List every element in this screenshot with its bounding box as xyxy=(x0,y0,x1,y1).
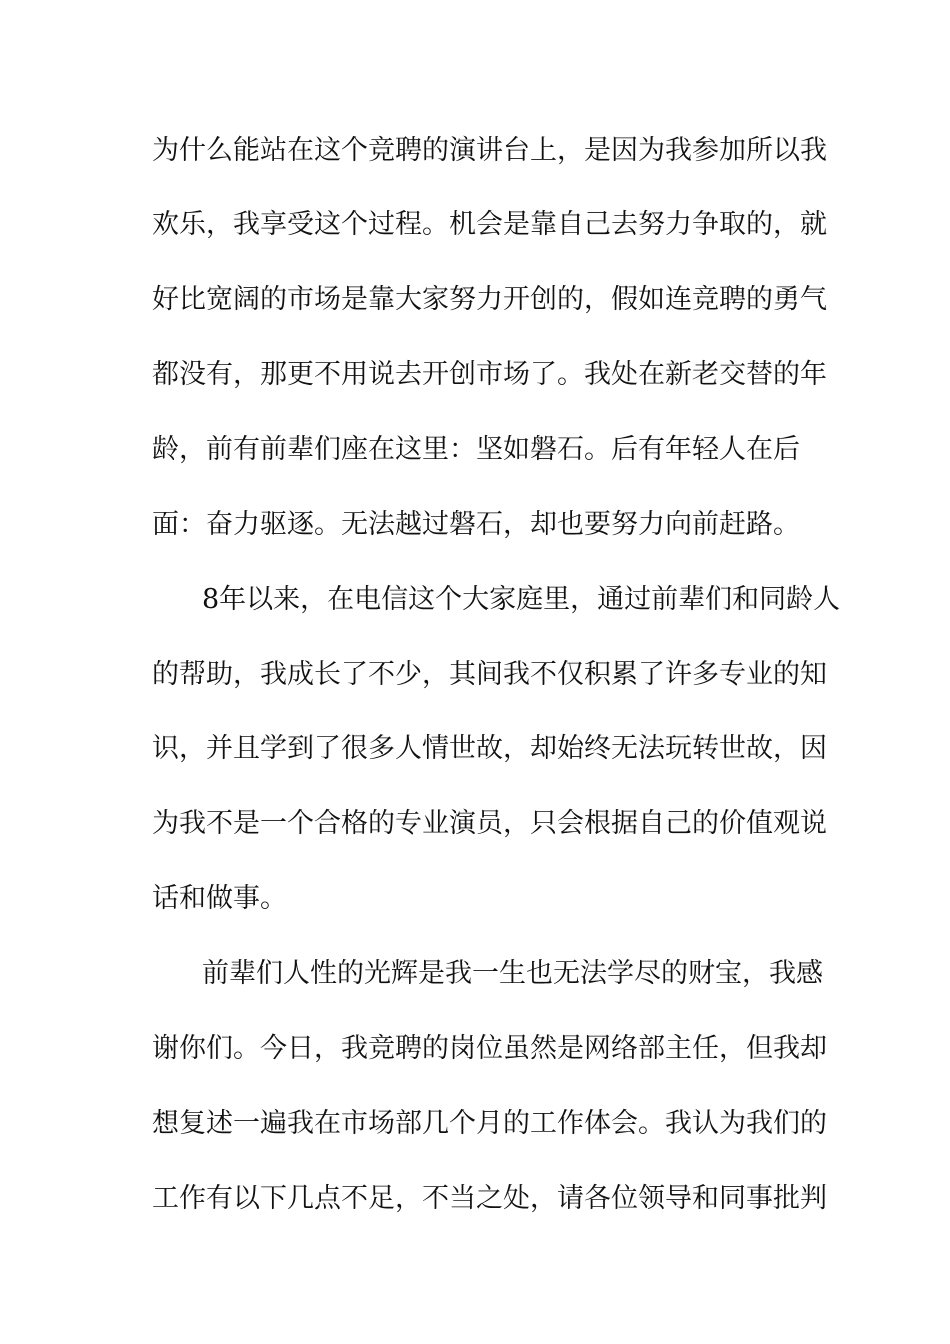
text-line-9: 识，并且学到了很多人情世故，却始终无法玩转世故，因 xyxy=(152,733,827,764)
text-line-12: 前辈们人性的光辉是我一生也无法学尽的财宝，我感 xyxy=(202,958,823,989)
text-line-13: 谢你们。今日，我竞聘的岗位虽然是网络部主任，但我却 xyxy=(152,1033,827,1064)
text-line-10: 为我不是一个合格的专业演员，只会根据自己的价值观说 xyxy=(152,808,827,839)
text-line-6: 面：奋力驱逐。无法越过磐石，却也要努力向前赶路。 xyxy=(152,509,800,540)
text-line-3: 好比宽阔的市场是靠大家努力开创的，假如连竞聘的勇气 xyxy=(152,284,827,315)
text-line-5: 龄，前有前辈们座在这里：坚如磐石。后有年轻人在后 xyxy=(152,434,800,465)
text-line-4: 都没有，那更不用说去开创市场了。我处在新老交替的年 xyxy=(152,359,827,390)
text-line-2: 欢乐，我享受这个过程。机会是靠自己去努力争取的，就 xyxy=(152,209,827,240)
text-line-8: 的帮助，我成长了不少，其间我不仅积累了许多专业的知 xyxy=(152,659,827,690)
text-line-15: 工作有以下几点不足，不当之处，请各位领导和同事批判 xyxy=(152,1183,827,1214)
text-line-1: 为什么能站在这个竞聘的演讲台上，是因为我参加所以我 xyxy=(152,135,827,166)
text-line-11: 话和做事。 xyxy=(152,883,287,914)
text-line-7: 8年以来，在电信这个大家庭里，通过前辈们和同龄人 xyxy=(202,584,841,615)
text-line-14: 想复述一遍我在市场部几个月的工作体会。我认为我们的 xyxy=(152,1108,827,1139)
